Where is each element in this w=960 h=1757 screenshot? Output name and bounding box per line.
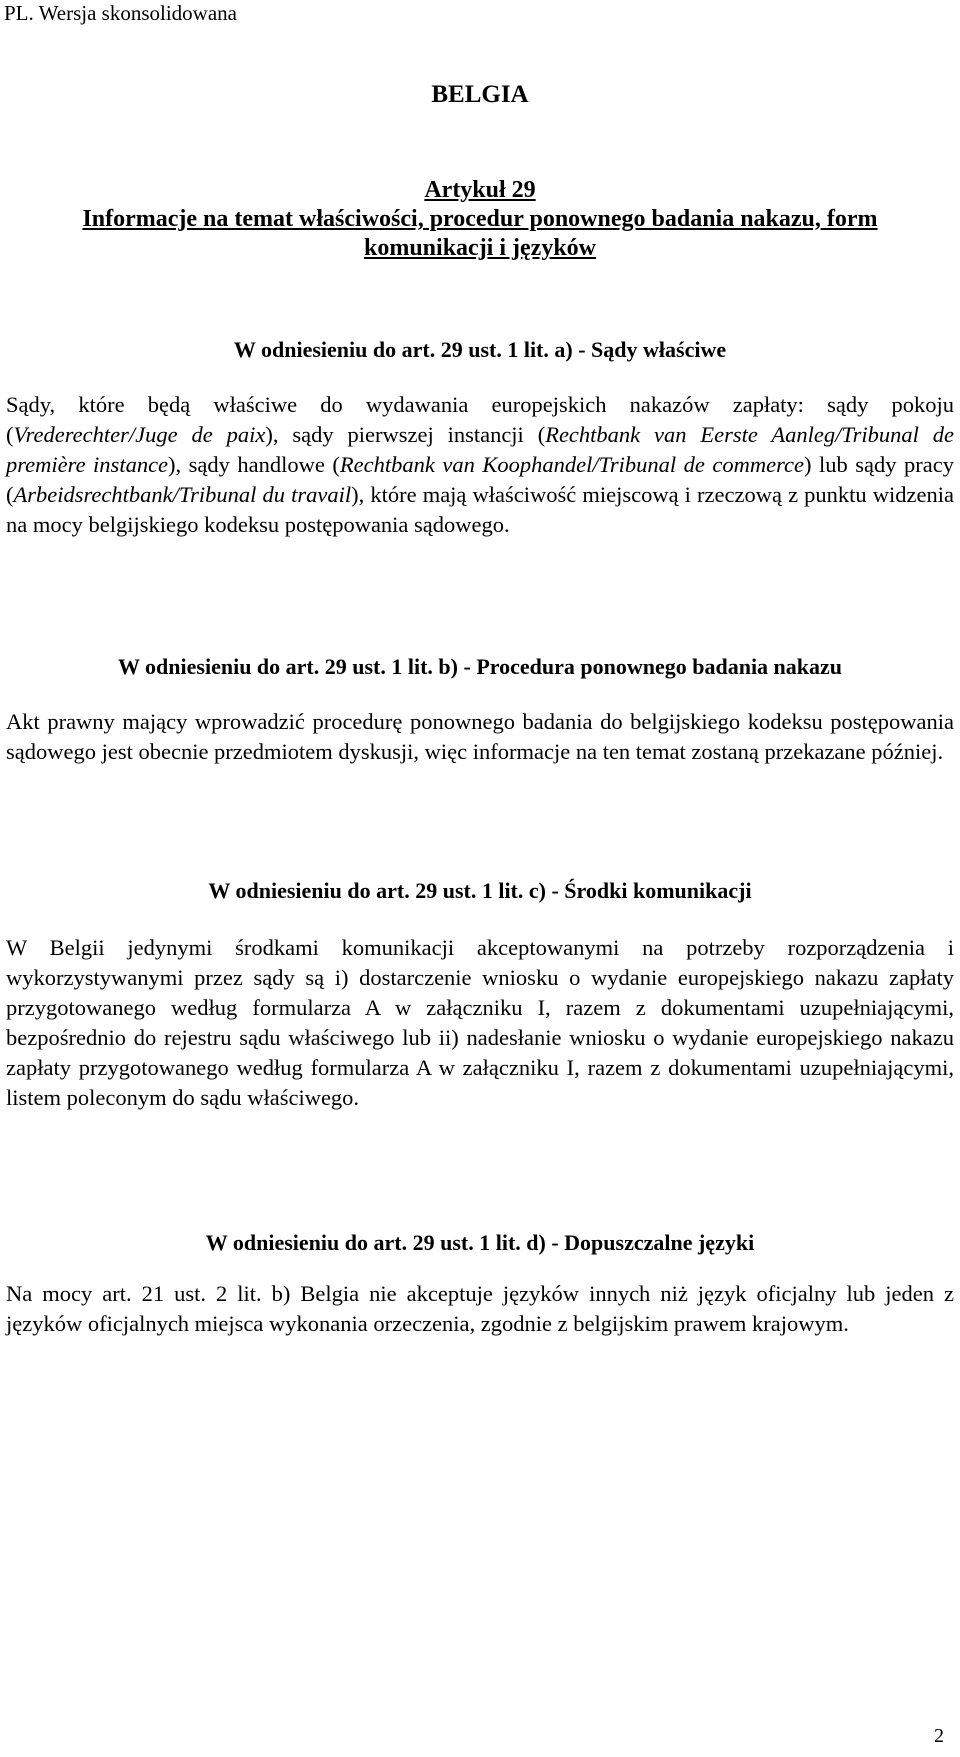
article-number: Artykuł 29 — [424, 177, 536, 203]
body-text: ), które mają właściwość miejscową i rzeczową z punktu widzenia na mocy belgijskiego kodeksu postępowania sądowego. — [6, 482, 954, 537]
court-name-italic: Rechtbank van Eerste Aanleg/Tribunal de première instance — [6, 422, 955, 477]
body-text: Sądy, które będą właściwe do wydawania europejskich nakazów zapłaty: sądy pokoju ( — [6, 392, 954, 447]
section-accepted-languages — [6, 1229, 954, 1339]
document-version-label: PL. Wersja skonsolidowana — [4, 1, 237, 25]
article-heading — [20, 176, 940, 263]
section-heading: W odniesieniu do art. 29 ust. 1 lit. a) - Sądy właściwe — [233, 337, 727, 362]
section-body: Akt prawny mający wprowadzić procedurę ponownego badania do belgijskiego kodeksu postępowania sądowego jest obecnie przedmiotem dyskusji, więc informacje na ten temat zostaną przekazane później. — [6, 709, 954, 764]
section-body: Na mocy art. 21 ust. 2 lit. b) Belgia nie akceptuje języków innych niż język oficjalny lub jeden z języków oficjalnych miejsca wykonania orzeczenia, zgodnie z belgijskim prawem krajowym. — [6, 1281, 954, 1336]
body-text: ), sądy pierwszej instancji ( — [265, 422, 546, 447]
section-heading: W odniesieniu do art. 29 ust. 1 lit. b) - Procedura ponownego badania nakazu — [117, 654, 843, 679]
section-means-of-communication — [6, 877, 954, 1113]
section-body — [6, 390, 954, 540]
section-competent-courts — [6, 336, 954, 540]
section-heading: W odniesieniu do art. 29 ust. 1 lit. d) - Dopuszczalne języki — [205, 1230, 755, 1255]
section-heading: W odniesieniu do art. 29 ust. 1 lit. c) - Środki komunikacji — [208, 878, 752, 903]
body-text: ), sądy handlowe ( — [168, 452, 340, 477]
article-title-line-1: Informacje na temat właściwości, procedur ponownego badania nakazu, form — [82, 206, 878, 232]
court-name-italic: Arbeidsrechtbank/Tribunal du travail — [13, 482, 352, 507]
page-number: 2 — [934, 1725, 944, 1747]
article-title-line-2: komunikacji i języków — [363, 235, 596, 261]
court-name-italic: Vrederechter/Juge de paix — [13, 422, 266, 447]
section-review-procedure — [6, 653, 954, 767]
court-name-italic: Rechtbank van Koophandel/Tribunal de commerce — [339, 452, 805, 477]
body-text: ) lub sądy pracy ( — [6, 452, 954, 507]
section-body: W Belgii jedynymi środkami komunikacji akceptowanymi na potrzeby rozporządzenia i wykorzystywanymi przez sądy są i) dostarczenie wniosku o wydanie europejskiego nakazu zapłaty przygotowanego według formularza A w załączniku I, razem z dokumentami uzupełniającymi, bezpośrednio do rejestru sądu właściwego lub ii) nadesłanie wniosku o wydanie europejskiego nakazu zapłaty przygotowanego według formularza A w załączniku I, razem z dokumentami uzupełniającymi, listem poleconym do sądu właściwego. — [6, 935, 954, 1110]
country-title: BELGIA — [431, 81, 529, 108]
